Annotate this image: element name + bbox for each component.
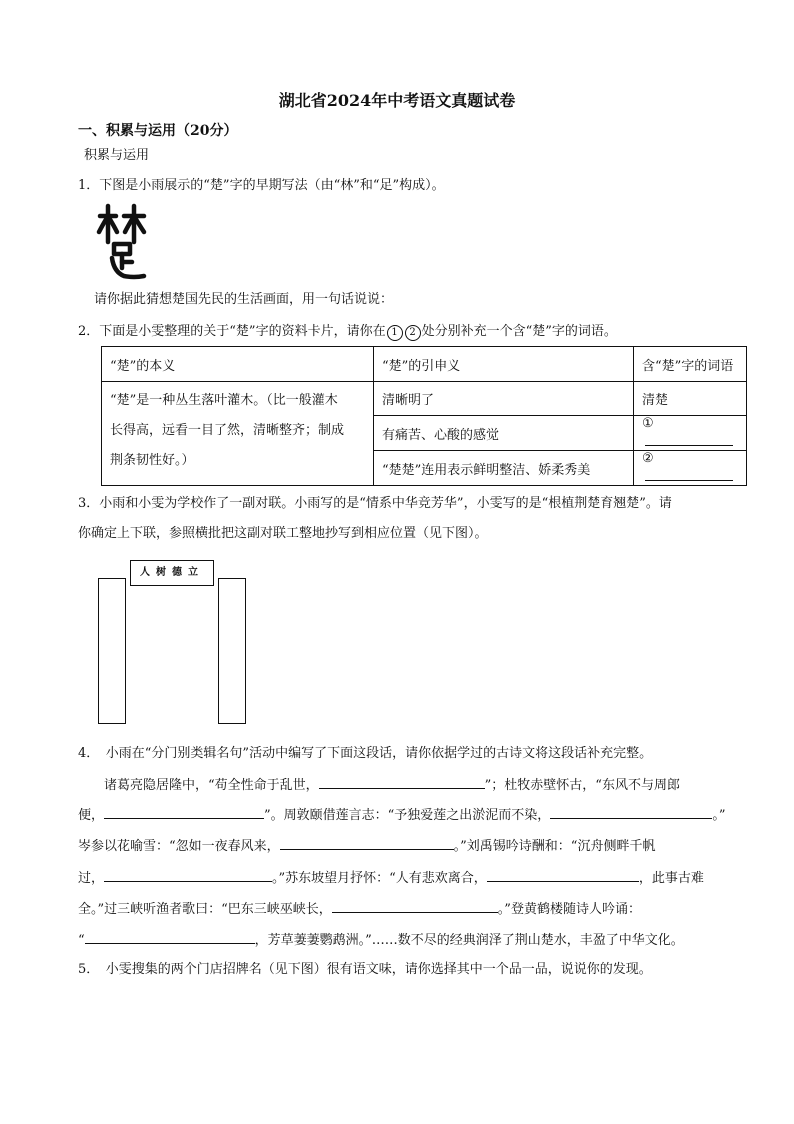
chu-info-card-table [101, 346, 747, 486]
q2-text-a: 2．下面是小雯整理的关于“楚”字的资料卡片，请你在 [78, 324, 386, 339]
q4-text: ，此事古难 [638, 871, 704, 886]
table-header-row [102, 347, 747, 382]
answer-blank[interactable] [645, 431, 733, 446]
q4-line-5 [78, 898, 641, 920]
definition-cell [102, 382, 374, 486]
definition-line: “楚”是一种丛生落叶灌木。（比一般灌木 [110, 393, 338, 408]
q4-line-2 [78, 804, 725, 826]
answer-blank[interactable] [319, 774, 485, 789]
q4-line-3 [78, 835, 655, 857]
q4-line-1 [104, 774, 680, 796]
question-3-line-2: 你确定上下联，参照横批把这副对联工整地抄写到相应位置（见下图）。 [78, 526, 488, 541]
q4-text: 。”苏东坡望月抒怀：“人有悲欢离合， [272, 871, 487, 886]
question-5-text: 5． 小雯搜集的两个门店招牌名（见下图）很有语文味，请你选择其中一个品一品，说说你的发现。 [78, 962, 652, 977]
q2-text-b: 处分别补充一个含“楚”字的词语。 [421, 324, 617, 339]
meaning-cell: “楚楚”连用表示鲜明整洁、娇柔秀美 [374, 451, 634, 486]
question-4-intro: 4． 小雨在“分门别类辑名句”活动中编写了下面这段话，请你依据学过的古诗文将这段话补充完整。 [78, 746, 653, 761]
meaning-cell: 有痛苦、心酸的感觉 [374, 416, 634, 451]
answer-blank[interactable] [487, 867, 639, 882]
answer-blank[interactable] [280, 835, 454, 850]
q4-line-6 [78, 929, 684, 951]
q4-text: 。” [712, 808, 726, 823]
answer-blank[interactable] [550, 804, 712, 819]
q4-text: 便， [78, 808, 105, 823]
answer-blank[interactable] [85, 929, 255, 944]
q4-text: 全。”过三峡听渔者歌曰：“巴东三峡巫峡长， [78, 902, 332, 917]
question-1-prompt: 请你据此猜想楚国先民的生活画面，用一句话说说： [94, 292, 394, 307]
page-title: 湖北省2024年中考语文真题试卷 [278, 91, 516, 110]
answer-blank[interactable] [645, 466, 733, 481]
table-header-cell: “楚”的本义 [102, 347, 374, 382]
answer-blank[interactable] [104, 804, 264, 819]
couplet-right-pillar[interactable] [218, 578, 246, 724]
question-2-text [78, 322, 617, 342]
circle-2-marker: 2 [405, 325, 421, 341]
q4-text: 。”刘禹锡吟诗酬和：“沉舟侧畔千帆 [453, 839, 656, 854]
word-blank-cell[interactable] [634, 451, 747, 486]
question-3-line-1: 3．小雨和小雯为学校作了一副对联。小雨写的是“情系中华竞芳华”，小雯写的是“根植荆楚育翘楚”。请 [78, 496, 672, 511]
meaning-cell: 清晰明了 [374, 382, 634, 416]
q4-text: 诸葛亮隐居隆中，“苟全性命于乱世， [104, 778, 319, 793]
q4-text: 。”登黄鹤楼随诗人吟诵： [497, 902, 641, 917]
definition-line: 长得高，远看一目了然，清晰整齐；制成 [110, 423, 345, 438]
word-blank-cell[interactable] [634, 416, 747, 451]
answer-blank[interactable] [104, 867, 272, 882]
word-cell: 清楚 [634, 382, 747, 416]
table-row [102, 382, 747, 416]
section-subheading: 积累与运用 [84, 148, 150, 163]
section-heading: 一、积累与运用（20分） [78, 123, 238, 139]
circle-1-marker: 1 [387, 325, 403, 341]
couplet-banner: 人树德立 [130, 560, 214, 586]
q4-text: 过， [78, 871, 105, 886]
table-header-cell: 含“楚”字的词语 [634, 347, 747, 382]
q4-line-4 [78, 867, 704, 889]
definition-line: 荆条韧性好。） [110, 453, 195, 468]
answer-blank[interactable] [332, 898, 498, 913]
table-header-cell: “楚”的引申义 [374, 347, 634, 382]
q4-text: ”；杜牧赤壁怀古，“东风不与周郎 [484, 778, 680, 793]
blank-marker: ① [642, 416, 654, 431]
blank-marker: ② [642, 451, 654, 466]
q4-text: 岑参以花喻雪：“忽如一夜春风来， [78, 839, 280, 854]
seal-script-chu-icon [96, 202, 148, 282]
couplet-left-pillar[interactable] [98, 578, 126, 724]
q4-text: “ [78, 933, 85, 948]
q4-text: ”。周敦颐借莲言志：“予独爱莲之出淤泥而不染， [264, 808, 551, 823]
q4-text: ，芳草萋萋鹦鹉洲。”……数不尽的经典润泽了荆山楚水，丰盈了中华文化。 [254, 933, 684, 948]
question-1-text: 1．下图是小雨展示的“楚”字的早期写法（由“林”和“足”构成）。 [78, 178, 445, 193]
